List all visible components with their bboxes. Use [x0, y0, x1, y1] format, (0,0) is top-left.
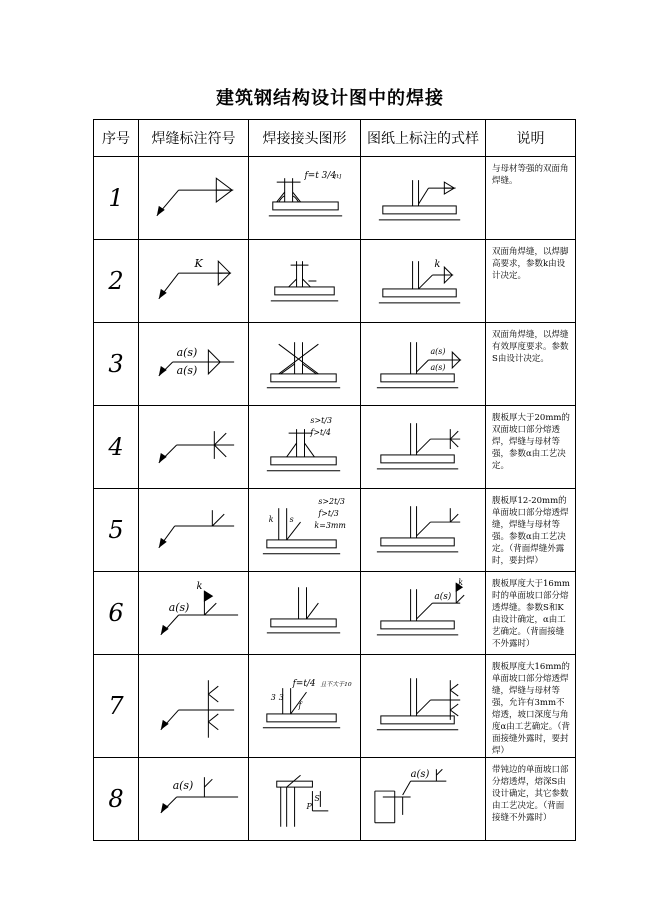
row-number: 8	[94, 758, 139, 841]
joint-label: S	[314, 793, 320, 803]
joint-label: 3	[278, 693, 284, 703]
drawing-sample	[361, 489, 486, 572]
joint-label: f=t/4	[292, 679, 316, 690]
drawing-sample-figure	[361, 492, 485, 568]
symbol-label: a(s)	[176, 346, 198, 360]
page-title: 建筑钢结构设计图中的焊接	[216, 88, 444, 109]
description: 双面角焊缝，以焊缝有效厚度要求。参数S由设计决定。	[486, 323, 576, 406]
joint-figure	[249, 758, 361, 841]
joint-drawing	[249, 761, 360, 837]
header-no: 序号	[94, 120, 139, 157]
header-desc: 说明	[486, 120, 576, 157]
row-number: 6	[94, 572, 139, 655]
description: 腹板厚大于20mm的双面坡口部分熔透焊，焊缝与母材等强，参数α由工艺决定。	[486, 406, 576, 489]
joint-figure	[249, 240, 361, 323]
joint-label: k=3mm	[314, 521, 346, 531]
weld-symbol	[139, 157, 249, 240]
drawing-label: a(s)	[430, 347, 446, 357]
drawing-label: a(s)	[434, 592, 452, 603]
row-number: 1	[94, 157, 139, 240]
row-number: 5	[94, 489, 139, 572]
drawing-sample-figure	[361, 668, 485, 744]
drawing-sample-figure	[361, 160, 485, 236]
row-number: 3	[94, 323, 139, 406]
description: 双面角焊缝，以焊脚高要求，参数k由设计决定。	[486, 240, 576, 323]
joint-figure	[249, 489, 361, 572]
table-row	[94, 240, 576, 323]
symbol-label: a(s)	[168, 601, 190, 615]
description: 与母材等强的双面角焊缝。	[486, 157, 576, 240]
joint-drawing	[249, 575, 360, 651]
description: 腹板厚度大16mm的单面坡口部分熔透焊缝，焊缝与母材等强，允许有3mm不熔透，坡口深度与角度α由工艺确定。（背面接缝外露时，要封焊）	[486, 655, 576, 758]
weld-table	[93, 119, 576, 841]
weld-symbol	[139, 572, 249, 655]
joint-label: s	[289, 515, 294, 525]
joint-label: s>t/3	[310, 416, 333, 426]
table-row	[94, 406, 576, 489]
table-row	[94, 572, 576, 655]
joint-label: f>t/3	[318, 509, 339, 519]
weld-symbol-drawing	[139, 160, 248, 236]
drawing-sample	[361, 758, 486, 841]
weld-symbol	[139, 240, 249, 323]
drawing-sample	[361, 655, 486, 758]
drawing-sample-figure	[361, 761, 485, 837]
row-number: 7	[94, 655, 139, 758]
joint-figure	[249, 157, 361, 240]
table-row	[94, 157, 576, 240]
weld-symbol	[139, 655, 249, 758]
description: 带钝边的单面坡口部分熔透焊，熔深S由设计确定，其它参数由工艺决定。（背面接缝不外露时）	[486, 758, 576, 841]
joint-label: k	[268, 515, 274, 525]
drawing-sample	[361, 157, 486, 240]
table-row	[94, 655, 576, 758]
joint-drawing	[249, 492, 360, 568]
weld-symbol-drawing	[139, 761, 248, 837]
table-row	[94, 758, 576, 841]
joint-drawing	[249, 409, 360, 485]
weld-symbol-drawing	[139, 409, 248, 485]
table-row	[94, 323, 576, 406]
row-number: 4	[94, 406, 139, 489]
weld-symbol	[139, 323, 249, 406]
weld-symbol	[139, 489, 249, 572]
symbol-label: K	[194, 257, 203, 271]
weld-symbol-drawing	[139, 243, 248, 319]
joint-drawing	[249, 668, 360, 744]
header-row	[94, 120, 576, 157]
description: 腹板厚12-20mm的单面坡口部分熔透焊缝，焊缝与母材等强。参数α由工艺决定。（背面焊缝外露时，要封焊）	[486, 489, 576, 572]
weld-symbol-drawing	[139, 668, 248, 744]
joint-label: 3	[270, 693, 276, 703]
weld-symbol-drawing	[139, 492, 248, 568]
joint-label: P	[306, 801, 312, 811]
joint-label: f	[298, 700, 302, 710]
joint-label: [t]	[334, 173, 342, 181]
joint-drawing	[249, 243, 360, 319]
joint-label: s>2t/3	[318, 497, 345, 507]
drawing-label: k	[458, 578, 464, 588]
weld-symbol-drawing	[139, 575, 248, 651]
drawing-sample	[361, 240, 486, 323]
drawing-sample	[361, 323, 486, 406]
header-joint: 焊接接头图形	[249, 120, 361, 157]
symbol-label: k	[196, 581, 203, 593]
weld-symbol	[139, 758, 249, 841]
weld-symbol-drawing	[139, 326, 248, 402]
weld-symbol	[139, 406, 249, 489]
joint-label: f>t/4	[310, 428, 331, 438]
header-drawing: 图纸上标注的式样	[361, 120, 486, 157]
drawing-label: a(s)	[430, 362, 446, 372]
drawing-sample-figure	[361, 409, 485, 485]
drawing-sample-figure	[361, 243, 485, 319]
joint-label: f=t 3/4	[304, 171, 337, 182]
joint-figure	[249, 572, 361, 655]
drawing-sample-figure	[361, 326, 485, 402]
drawing-sample	[361, 406, 486, 489]
drawing-label: k	[434, 259, 441, 271]
row-number: 2	[94, 240, 139, 323]
joint-drawing	[249, 326, 360, 402]
drawing-label: a(s)	[410, 769, 430, 781]
symbol-label: a(s)	[172, 779, 194, 793]
joint-figure	[249, 323, 361, 406]
symbol-label: a(s)	[176, 363, 198, 377]
joint-drawing	[249, 160, 360, 236]
description: 腹板厚度大于16mm时的单面坡口部分熔透焊缝。参数S和K由设计确定，α由工艺确定。（背面接缝不外露时）	[486, 572, 576, 655]
joint-label: 且不大于10	[320, 681, 352, 689]
joint-figure	[249, 655, 361, 758]
joint-figure	[249, 406, 361, 489]
drawing-sample	[361, 572, 486, 655]
table-row	[94, 489, 576, 572]
drawing-sample-figure	[361, 575, 485, 651]
header-symbol: 焊缝标注符号	[139, 120, 249, 157]
